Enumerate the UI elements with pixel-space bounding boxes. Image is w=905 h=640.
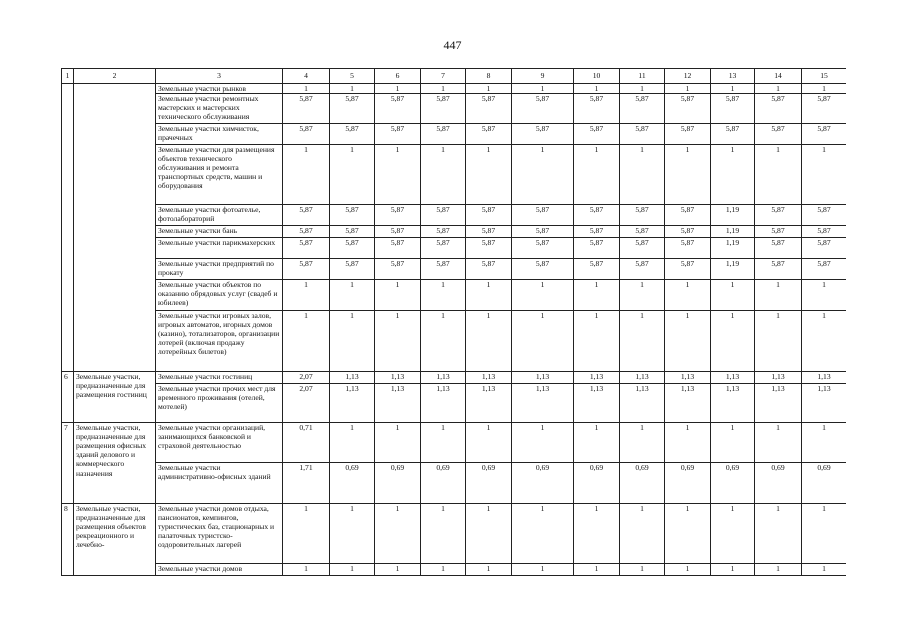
land-use-type-cell: Земельные участки организаций, занимающихся банковской и страховой деятельностью	[156, 423, 283, 463]
coefficient-cell: 0,69	[330, 463, 375, 504]
coefficient-cell: 1	[802, 145, 847, 205]
coefficient-cell: 1	[755, 280, 802, 311]
coefficient-cell: 1	[620, 423, 665, 463]
coefficient-cell: 1,13	[466, 384, 512, 423]
coefficient-cell: 1	[665, 280, 711, 311]
coefficient-cell: 5,87	[330, 259, 375, 280]
coefficient-cell: 1	[375, 504, 421, 564]
coefficient-cell: 1	[283, 564, 330, 576]
coefficient-cell: 1	[711, 311, 755, 372]
coefficient-cell: 5,87	[330, 205, 375, 226]
page-number: 447	[443, 38, 462, 52]
coefficient-cell: 5,87	[574, 205, 620, 226]
coefficient-cell: 1,13	[330, 384, 375, 423]
coefficient-cell: 5,87	[421, 259, 466, 280]
land-use-type-cell: Земельные участки парикмахерских	[156, 238, 283, 259]
coefficient-cell: 1	[283, 504, 330, 564]
column-number-cell: 1	[62, 69, 74, 84]
coefficient-cell: 5,87	[802, 259, 847, 280]
coefficient-cell: 5,87	[421, 226, 466, 238]
coefficient-cell: 1	[620, 280, 665, 311]
coefficient-cell: 5,87	[466, 124, 512, 145]
coefficient-cell: 1,13	[330, 372, 375, 384]
coefficient-cell: 1,13	[711, 384, 755, 423]
coefficient-cell: 1	[466, 504, 512, 564]
coefficient-cell: 0,69	[755, 463, 802, 504]
group-number-cell: 6	[62, 372, 74, 423]
coefficient-cell: 1,13	[755, 372, 802, 384]
coefficient-cell: 5,87	[620, 94, 665, 124]
coefficient-cell: 1	[802, 280, 847, 311]
coefficient-cell: 5,87	[330, 94, 375, 124]
coefficient-cell: 5,87	[665, 259, 711, 280]
coefficient-cell: 1	[665, 84, 711, 94]
coefficient-cell: 0,69	[466, 463, 512, 504]
coefficient-cell: 1	[802, 504, 847, 564]
group-number-cell	[62, 84, 74, 372]
column-number-cell: 9	[512, 69, 574, 84]
coefficient-cell: 1	[755, 504, 802, 564]
coefficient-cell: 1	[330, 280, 375, 311]
coefficient-cell: 5,87	[330, 226, 375, 238]
coefficient-cell: 1,13	[574, 372, 620, 384]
coefficient-cell: 1,13	[466, 372, 512, 384]
land-use-type-cell: Земельные участки рынков	[156, 84, 283, 94]
coefficient-cell: 0,69	[620, 463, 665, 504]
coefficient-cell: 1	[283, 84, 330, 94]
column-number-cell: 13	[711, 69, 755, 84]
column-number-cell: 11	[620, 69, 665, 84]
coefficient-cell: 1	[466, 84, 512, 94]
coefficient-cell: 1	[375, 564, 421, 576]
coefficient-cell: 1	[665, 504, 711, 564]
land-use-type-cell: Земельные участки домов	[156, 564, 283, 576]
coefficient-cell: 1	[574, 423, 620, 463]
coefficient-cell: 1,13	[711, 372, 755, 384]
coefficient-cell: 5,87	[665, 94, 711, 124]
coefficient-cell: 5,87	[375, 205, 421, 226]
coefficient-cell: 1	[620, 504, 665, 564]
coefficient-cell: 1	[574, 564, 620, 576]
coefficient-cell: 5,87	[665, 226, 711, 238]
land-use-type-cell: Земельные участки игровых залов, игровых автоматов, игорных домов (казино), тотализаторов, организации лотерей (включая продажу лотерейных билетов)	[156, 311, 283, 372]
coefficient-cell: 5,87	[802, 124, 847, 145]
coefficient-cell: 5,87	[330, 124, 375, 145]
coefficient-cell: 1	[711, 564, 755, 576]
coefficient-cell: 1	[421, 84, 466, 94]
table-row	[62, 205, 847, 226]
coefficient-cell: 1	[665, 145, 711, 205]
coefficient-cell: 1	[755, 145, 802, 205]
coefficient-cell: 5,87	[466, 226, 512, 238]
coefficient-cell: 5,87	[283, 94, 330, 124]
coefficient-cell: 5,87	[421, 124, 466, 145]
table-body	[62, 69, 847, 576]
group-number-cell: 7	[62, 423, 74, 504]
column-number-cell: 14	[755, 69, 802, 84]
coefficient-cell: 1	[375, 84, 421, 94]
coefficient-cell: 5,87	[665, 238, 711, 259]
coefficient-cell: 1,13	[665, 372, 711, 384]
coefficient-cell: 5,87	[512, 124, 574, 145]
table-row	[62, 238, 847, 259]
coefficient-cell: 1	[755, 311, 802, 372]
coefficient-cell: 1	[283, 311, 330, 372]
coefficient-cell: 1	[620, 84, 665, 94]
coefficient-cell: 1	[283, 145, 330, 205]
coefficient-cell: 5,87	[283, 124, 330, 145]
coefficient-cell: 5,87	[466, 238, 512, 259]
coefficient-cell: 1	[375, 145, 421, 205]
coefficient-cell: 1,19	[711, 238, 755, 259]
coefficient-cell: 1,13	[512, 372, 574, 384]
coefficient-cell: 1	[574, 504, 620, 564]
group-name-cell: Земельные участки, предназначенные для размещения офисных зданий делового и коммерческого назначения	[74, 423, 156, 504]
coefficient-cell: 1	[711, 504, 755, 564]
coefficient-cell: 5,87	[512, 205, 574, 226]
coefficient-cell: 5,87	[620, 238, 665, 259]
coefficient-cell: 0,69	[711, 463, 755, 504]
coefficient-cell: 5,87	[620, 259, 665, 280]
coefficient-cell: 1	[421, 564, 466, 576]
table-row	[62, 259, 847, 280]
tariff-table	[61, 68, 846, 576]
coefficient-cell: 1	[802, 564, 847, 576]
coefficient-cell: 1	[421, 504, 466, 564]
coefficient-cell: 1	[466, 145, 512, 205]
coefficient-cell: 1	[330, 423, 375, 463]
coefficient-cell: 5,87	[802, 226, 847, 238]
coefficient-cell: 5,87	[421, 238, 466, 259]
coefficient-cell: 0,69	[512, 463, 574, 504]
coefficient-cell: 1,13	[512, 384, 574, 423]
coefficient-cell: 1	[330, 84, 375, 94]
coefficient-cell: 5,87	[802, 238, 847, 259]
coefficient-cell: 1	[283, 280, 330, 311]
table-row	[62, 372, 847, 384]
coefficient-cell: 1	[421, 145, 466, 205]
group-name-cell: Земельные участки, предназначенные для размещения гостиниц	[74, 372, 156, 423]
coefficient-cell: 1,19	[711, 205, 755, 226]
group-name-cell	[74, 84, 156, 372]
coefficient-cell: 1,71	[283, 463, 330, 504]
coefficient-cell: 5,87	[466, 94, 512, 124]
land-use-type-cell: Земельные участки гостиниц	[156, 372, 283, 384]
coefficient-cell: 1	[620, 145, 665, 205]
coefficient-cell: 5,87	[512, 226, 574, 238]
table-row	[62, 504, 847, 564]
coefficient-cell: 1	[512, 564, 574, 576]
table-row	[62, 280, 847, 311]
coefficient-cell: 5,87	[755, 94, 802, 124]
coefficient-cell: 1,13	[375, 384, 421, 423]
table-row	[62, 384, 847, 423]
coefficient-cell: 0,69	[802, 463, 847, 504]
coefficient-cell: 5,87	[283, 205, 330, 226]
coefficient-cell: 1	[574, 311, 620, 372]
coefficient-cell: 1	[375, 311, 421, 372]
table-row	[62, 226, 847, 238]
coefficient-cell: 5,87	[574, 238, 620, 259]
coefficient-cell: 2,07	[283, 372, 330, 384]
land-use-type-cell: Земельные участки предприятий по прокату	[156, 259, 283, 280]
coefficient-cell: 1	[802, 423, 847, 463]
table-row	[62, 311, 847, 372]
column-number-header-row	[62, 69, 847, 84]
coefficient-cell: 1	[755, 564, 802, 576]
coefficient-cell: 5,87	[620, 205, 665, 226]
coefficient-cell: 0,69	[665, 463, 711, 504]
coefficient-cell: 5,87	[665, 205, 711, 226]
coefficient-cell: 1	[512, 423, 574, 463]
coefficient-cell: 1	[755, 84, 802, 94]
land-use-type-cell: Земельные участки для размещения объектов технического обслуживания и ремонта транспортных средств, машин и оборудования	[156, 145, 283, 205]
land-use-type-cell: Земельные участки объектов по оказанию обрядовых услуг (свадеб и юбилеев)	[156, 280, 283, 311]
coefficient-cell: 1	[466, 311, 512, 372]
land-use-type-cell: Земельные участки фотоателье, фотолабораторий	[156, 205, 283, 226]
coefficient-cell: 1	[620, 564, 665, 576]
table-row	[62, 124, 847, 145]
column-number-cell: 8	[466, 69, 512, 84]
group-number-cell: 8	[62, 504, 74, 576]
coefficient-cell: 5,87	[574, 259, 620, 280]
column-number-cell: 3	[156, 69, 283, 84]
coefficient-cell: 1,13	[421, 372, 466, 384]
land-use-type-cell: Земельные участки административно-офисных зданий	[156, 463, 283, 504]
coefficient-cell: 5,87	[802, 205, 847, 226]
coefficient-cell: 5,87	[620, 226, 665, 238]
table-row	[62, 564, 847, 576]
coefficient-cell: 1,13	[802, 384, 847, 423]
land-use-type-cell: Земельные участки ремонтных мастерских и мастерских технического обслуживания	[156, 94, 283, 124]
coefficient-cell: 1	[466, 423, 512, 463]
coefficient-cell: 5,87	[755, 124, 802, 145]
coefficient-cell: 5,87	[711, 94, 755, 124]
coefficient-cell: 1,13	[620, 372, 665, 384]
coefficient-cell: 1	[421, 423, 466, 463]
column-number-cell: 5	[330, 69, 375, 84]
column-number-cell: 4	[283, 69, 330, 84]
coefficient-cell: 5,87	[574, 94, 620, 124]
coefficient-cell: 0,69	[375, 463, 421, 504]
land-use-type-cell: Земельные участки домов отдыха, пансионатов, кемпингов, туристических баз, стационарных и палаточных туристско-оздоровительных лагерей	[156, 504, 283, 564]
coefficient-cell: 1	[512, 280, 574, 311]
coefficient-cell: 1,13	[755, 384, 802, 423]
coefficient-cell: 5,87	[421, 94, 466, 124]
table-row	[62, 423, 847, 463]
land-use-type-cell: Земельные участки химчисток, прачечных	[156, 124, 283, 145]
coefficient-cell: 1	[574, 84, 620, 94]
coefficient-cell: 0,69	[421, 463, 466, 504]
coefficient-cell: 5,87	[512, 94, 574, 124]
coefficient-cell: 1	[665, 311, 711, 372]
coefficient-cell: 1	[802, 84, 847, 94]
coefficient-cell: 1	[574, 145, 620, 205]
coefficient-cell: 1	[802, 311, 847, 372]
coefficient-cell: 1	[711, 84, 755, 94]
column-number-cell: 12	[665, 69, 711, 84]
coefficient-cell: 5,87	[512, 259, 574, 280]
column-number-cell: 10	[574, 69, 620, 84]
coefficient-cell: 1	[330, 311, 375, 372]
coefficient-cell: 5,87	[512, 238, 574, 259]
coefficient-cell: 5,87	[574, 124, 620, 145]
coefficient-cell: 5,87	[283, 259, 330, 280]
coefficient-cell: 5,87	[574, 226, 620, 238]
coefficient-cell: 5,87	[711, 124, 755, 145]
coefficient-cell: 1	[330, 504, 375, 564]
coefficient-cell: 1	[512, 311, 574, 372]
coefficient-cell: 1,19	[711, 259, 755, 280]
coefficient-cell: 5,87	[375, 238, 421, 259]
coefficient-cell: 5,87	[375, 226, 421, 238]
coefficient-cell: 1	[755, 423, 802, 463]
coefficient-cell: 1	[466, 280, 512, 311]
land-use-type-cell: Земельные участки прочих мест для временного проживания (отелей, мотелей)	[156, 384, 283, 423]
coefficient-cell: 5,87	[421, 205, 466, 226]
coefficient-cell: 1	[620, 311, 665, 372]
coefficient-cell: 0,71	[283, 423, 330, 463]
table-row	[62, 94, 847, 124]
coefficient-cell: 5,87	[755, 259, 802, 280]
coefficient-cell: 1	[574, 280, 620, 311]
coefficient-cell: 1,13	[802, 372, 847, 384]
coefficient-cell: 1	[711, 423, 755, 463]
column-number-cell: 2	[74, 69, 156, 84]
coefficient-cell: 1,13	[665, 384, 711, 423]
group-name-cell: Земельные участки, предназначенные для размещения объектов рекреационного и лечебно-	[74, 504, 156, 576]
coefficient-cell: 5,87	[620, 124, 665, 145]
tariff-table-container	[61, 68, 846, 580]
coefficient-cell: 5,87	[330, 238, 375, 259]
coefficient-cell: 0,69	[574, 463, 620, 504]
coefficient-cell: 5,87	[755, 238, 802, 259]
coefficient-cell: 1	[375, 280, 421, 311]
coefficient-cell: 1,19	[711, 226, 755, 238]
land-use-type-cell: Земельные участки бань	[156, 226, 283, 238]
coefficient-cell: 1,13	[620, 384, 665, 423]
coefficient-cell: 5,87	[755, 205, 802, 226]
coefficient-cell: 5,87	[755, 226, 802, 238]
coefficient-cell: 1,13	[375, 372, 421, 384]
coefficient-cell: 1	[711, 145, 755, 205]
column-number-cell: 7	[421, 69, 466, 84]
coefficient-cell: 5,87	[283, 226, 330, 238]
coefficient-cell: 5,87	[375, 259, 421, 280]
coefficient-cell: 1,13	[574, 384, 620, 423]
coefficient-cell: 1	[466, 564, 512, 576]
coefficient-cell: 1,13	[421, 384, 466, 423]
coefficient-cell: 1	[330, 564, 375, 576]
coefficient-cell: 2,07	[283, 384, 330, 423]
column-number-cell: 15	[802, 69, 847, 84]
table-row	[62, 145, 847, 205]
coefficient-cell: 1	[711, 280, 755, 311]
coefficient-cell: 5,87	[375, 94, 421, 124]
table-row	[62, 463, 847, 504]
column-number-cell: 6	[375, 69, 421, 84]
coefficient-cell: 5,87	[665, 124, 711, 145]
coefficient-cell: 1	[330, 145, 375, 205]
table-row	[62, 84, 847, 94]
coefficient-cell: 5,87	[375, 124, 421, 145]
coefficient-cell: 1	[512, 84, 574, 94]
coefficient-cell: 5,87	[802, 94, 847, 124]
coefficient-cell: 1	[421, 311, 466, 372]
coefficient-cell: 1	[375, 423, 421, 463]
coefficient-cell: 1	[665, 564, 711, 576]
coefficient-cell: 5,87	[283, 238, 330, 259]
coefficient-cell: 1	[512, 145, 574, 205]
coefficient-cell: 5,87	[466, 259, 512, 280]
coefficient-cell: 5,87	[466, 205, 512, 226]
coefficient-cell: 1	[512, 504, 574, 564]
coefficient-cell: 1	[665, 423, 711, 463]
coefficient-cell: 1	[421, 280, 466, 311]
